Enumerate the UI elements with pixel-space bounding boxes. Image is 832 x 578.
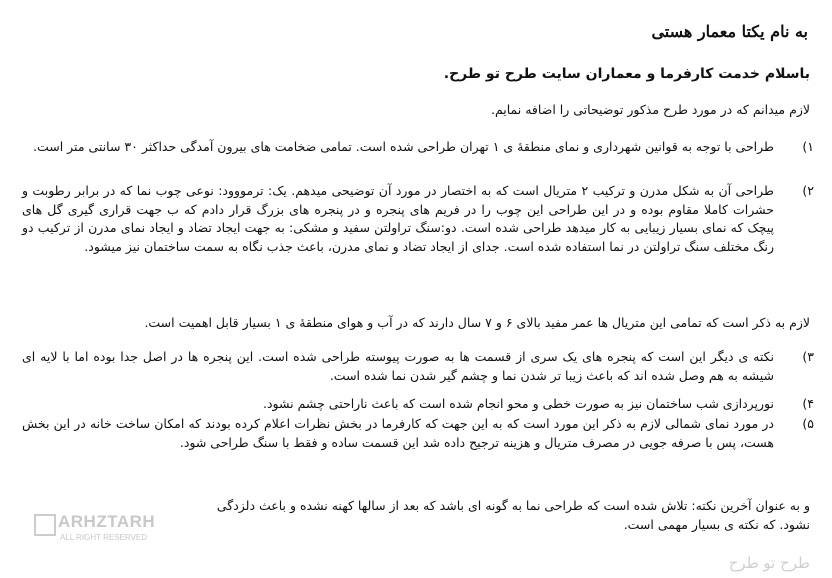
list-item bbox=[22, 138, 814, 157]
watermark-persian: طرح تو طرح bbox=[728, 554, 810, 572]
item-number: ۱) bbox=[802, 139, 814, 154]
list-item bbox=[22, 395, 814, 414]
item-number: ۵) bbox=[802, 416, 814, 431]
item-number: ۲) bbox=[802, 183, 814, 198]
list-item bbox=[22, 415, 814, 452]
item-text: نورپردازی شب ساختمان نیز به صورت خطی و محو انجام شده است که باعث ناراحتی چشم نشود. bbox=[263, 396, 774, 411]
item-text: طراحی آن به شکل مدرن و ترکیب ۲ متریال است که به اختصار در مورد آن توضیحی میدهم. یک: ترمووود: نوعی چوب نما که در برابر رطوبت و حشرات کاملا مقاوم بوده و در این طراحی این چوب را در فریم های پنجره و در پنجره های بزرگ قرار دادم که ب جهت قراری گیری گل های پیچک که نمای بسیار زیبایی به کار میدهد طراحی شده است. دو:سنگ تراولتن سفید و مشکی: به جهت ایجاد تضاد و ایجاد نمای مدرن از ترکیب دو رنگ مختلف سنگ تراولتن در نما استفاده شده است. جدای از ایجاد تضاد و نمای مدرن، باعث جذب نگاه به سمت ساختمان نیز میشود. bbox=[22, 183, 774, 254]
item-number: ۳) bbox=[802, 349, 814, 364]
item-number: ۴) bbox=[802, 396, 814, 411]
watermark-rights: ALL RIGHT RESERVED bbox=[60, 533, 147, 542]
watermark-brand: ARHZTARH bbox=[58, 512, 156, 531]
closing-paragraph: و به عنوان آخرین نکته: تلاش شده است که طراحی نما به گونه ای باشد که بعد از سالها کهنه نشده و باعث دلزدگی نشود. که نکته ی بسیار مهمی است. bbox=[216, 498, 810, 532]
item-text: طراحی با توجه به قوانین شهرداری و نمای منطقهٔ ی ۱ تهران طراحی شده است. تمامی ضخامت های بیرون آمدگی حداکثر ۳۰ سانتی متر است. bbox=[32, 139, 774, 154]
greeting: باسلام خدمت کارفرما و معماران سایت طرح تو طرح. bbox=[443, 66, 810, 82]
middle-paragraph: لازم به ذکر است که تمامی این متریال ها عمر مفید بالای ۶ و ۷ سال دارند که در آب و هوای منطقهٔ ی ۱ بسیار قابل اهمیت است. bbox=[144, 315, 810, 330]
item-text: در مورد نمای شمالی لازم به ذکر این مورد است که به این جهت که کارفرما در بخش نظرات اعلام کرده بودند که امکان ساخت خانه در این بخش هست، پس با صرفه جویی در مصرف متریال و هزینه ترجیح داده شد این قسمت ساده و فقط با سنگ طراحی شود. bbox=[22, 416, 774, 450]
intro-paragraph: لازم میدانم که در مورد طرح مذکور توضیحاتی را اضافه نمایم. bbox=[490, 102, 810, 117]
logo-mark-icon bbox=[34, 514, 56, 536]
watermark-logo bbox=[20, 500, 180, 548]
item-text: نکته ی دیگر این است که پنجره های یک سری از قسمت ها به صورت پیوسته طراحی شده است. این پنجره ها در اصل جدا بوده اما با لایه ای شیشه به هم وصل شده اند که باعث زیبا تر شدن نما و چشم گیر شدن نما شده است. bbox=[22, 349, 774, 383]
doc-title: به نام یکتا معمار هستی bbox=[651, 22, 808, 41]
list-item bbox=[22, 182, 814, 256]
list-item bbox=[22, 348, 814, 385]
